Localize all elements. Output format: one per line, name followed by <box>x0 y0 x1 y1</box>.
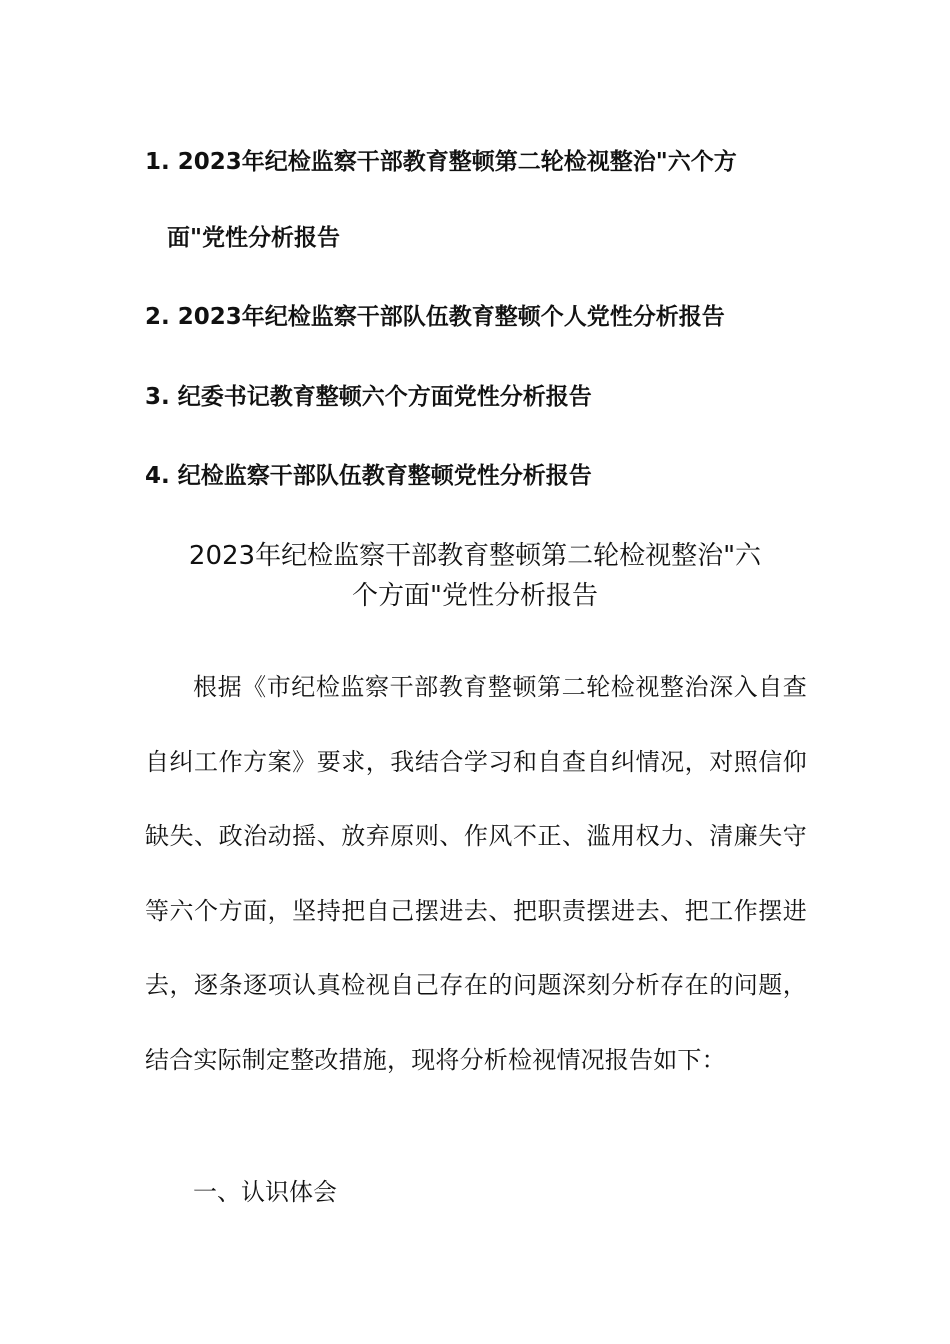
toc-item-number: 1. <box>145 149 170 175</box>
toc-item-text: 纪检监察干部队伍教育整顿党性分析报告 <box>177 463 592 489</box>
toc-item-3 <box>145 377 592 417</box>
toc-item-number: 2. <box>145 304 170 330</box>
document-title-line-2: 个方面"党性分析报告 <box>352 581 598 611</box>
toc-item-text: 2023年纪检监察干部教育整顿第二轮检视整治"六个方 <box>177 149 737 175</box>
document-title <box>145 536 805 616</box>
toc-item-text: 2023年纪检监察干部队伍教育整顿个人党性分析报告 <box>177 304 725 330</box>
document-title-line-1: 2023年纪检监察干部教育整顿第二轮检视整治"六 <box>188 541 762 571</box>
toc-item-2 <box>145 297 725 337</box>
toc-item-1 <box>145 142 737 258</box>
section-heading: 一、认识体会 <box>193 1178 337 1206</box>
toc-item-number: 3. <box>145 384 170 410</box>
toc-item-text-continued: 面"党性分析报告 <box>167 225 340 251</box>
toc-item-number: 4. <box>145 463 170 489</box>
toc-item-text: 纪委书记教育整顿六个方面党性分析报告 <box>177 384 592 410</box>
toc-item-4 <box>145 456 592 496</box>
intro-paragraph: 根据《市纪检监察干部教育整顿第二轮检视整治深入自查自纠工作方案》要求，我结合学习和自查自纠情况，对照信仰缺失、政治动摇、放弃原则、作风不正、滥用权力、清廉失守等六个方面，坚持把自己摆进去、把职责摆进去、把工作摆进去，逐条逐项认真检视自己存在的问题深刻分析存在的问题，结合实际制定整改措施，现将分析检视情况报告如下： <box>145 673 807 1074</box>
